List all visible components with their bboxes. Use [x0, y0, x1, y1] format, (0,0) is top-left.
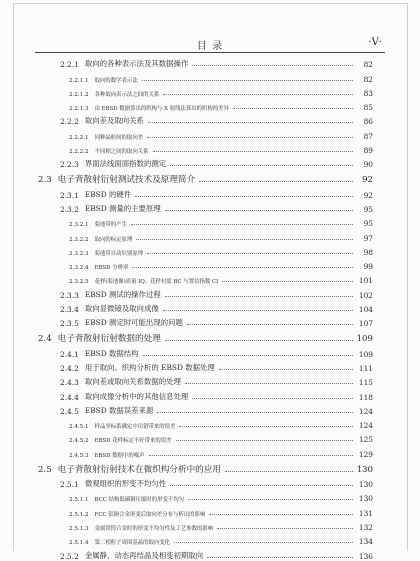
toc-entry[interactable]: [0, 214, 420, 228]
toc-entry-page: 89: [363, 146, 373, 156]
toc-entry-title: 电子背散射衍射技术在微织构分析中的应用: [57, 464, 221, 475]
toc-entry[interactable]: [0, 475, 420, 489]
toc-entry-number: 2.3.2: [60, 204, 79, 214]
toc-entry-title: FCC 铝铜合金形变后取向差分布与析出的影响: [94, 511, 206, 518]
toc-entry-number: 2.3.2.1: [69, 222, 89, 229]
dot-leader: [147, 137, 353, 138]
header-rule: [35, 52, 385, 53]
toc-entry-page: 85: [363, 103, 373, 113]
toc-entry-number: 2.2.3: [60, 160, 79, 170]
toc-entry[interactable]: [0, 314, 420, 328]
header-title: 目 录: [196, 41, 224, 52]
toc-entry[interactable]: [0, 257, 420, 271]
toc-entry-page: 104: [358, 305, 373, 315]
dot-leader: [131, 224, 353, 225]
toc-entry-number: 2.2.1: [60, 60, 79, 70]
toc-entry-page: 95: [363, 204, 373, 214]
toc-entry-page: 118: [358, 392, 373, 402]
toc-entry[interactable]: [0, 416, 420, 430]
toc-entry-title: EBSD 数据中的噪声: [94, 452, 145, 459]
toc-entry-page: 102: [358, 290, 373, 300]
toc-entry[interactable]: [0, 84, 420, 98]
toc-entry-title: EBSD 数据误差来源: [84, 405, 154, 415]
toc-entry-page: 115: [358, 378, 373, 388]
dot-leader: [165, 340, 353, 341]
toc-entry-number: 2.3.1: [60, 190, 79, 200]
toc-entry-title: EBSD 分辨率: [94, 265, 129, 272]
toc-entry-page: 99: [363, 262, 373, 272]
dot-leader: [217, 528, 353, 529]
toc-entry-number: 2.2.1.3: [69, 106, 89, 113]
toc-entry-page: 124: [358, 421, 373, 431]
toc-entry-number: 2.3.2.2: [69, 236, 89, 243]
toc-entry-number: 2.3.2.4: [69, 265, 89, 272]
toc-entry-title: 金属镁铸合金时的形变不均匀性及工艺参数的影响: [94, 525, 214, 532]
toc-entry-title: 各种取向表示法之间的关系: [94, 91, 160, 98]
toc-entry[interactable]: [0, 402, 420, 416]
toc-entry-title: 电子背散射衍射数据的处理: [57, 334, 161, 345]
toc-entry[interactable]: [0, 359, 420, 373]
dot-leader: [165, 210, 353, 211]
toc-entry-number: 2.5.1.1: [69, 497, 89, 504]
toc-entry-number: 2.2.2.2: [69, 149, 89, 156]
toc-entry-page: 125: [358, 435, 373, 445]
toc-entry-page: 132: [358, 522, 373, 532]
dot-leader: [209, 514, 353, 515]
toc-entry-page: 130: [356, 464, 373, 475]
toc-entry-page: 97: [363, 233, 373, 243]
toc-entry-number: 2.4.5.3: [69, 452, 89, 459]
toc-entry[interactable]: [0, 98, 420, 112]
dot-leader: [142, 80, 353, 81]
dot-leader: [222, 281, 353, 282]
toc-entry[interactable]: [0, 69, 420, 83]
toc-entry-title: 菊池带的产生: [94, 222, 127, 229]
toc-entry-number: 2.2.2.1: [69, 134, 89, 141]
dot-leader: [233, 108, 353, 109]
toc-entry-title: 不同相之间的取向关系: [94, 149, 149, 156]
toc-entry-title: 用于取向、织构分析的 EBSD 数据处理: [84, 362, 215, 372]
toc-entry-page: 92: [363, 190, 373, 200]
toc-entry-page: 82: [363, 60, 373, 70]
toc-entry[interactable]: [0, 387, 420, 401]
dot-leader: [176, 440, 353, 441]
toc-entry-page: 124: [358, 406, 373, 416]
toc-entry-number: 2.4.2: [60, 363, 79, 373]
dot-leader: [136, 239, 353, 240]
dot-leader: [170, 485, 353, 486]
dot-leader: [199, 181, 353, 182]
toc-entry-page: 130: [358, 494, 373, 504]
toc-entry[interactable]: [0, 141, 420, 155]
dot-leader: [147, 253, 353, 254]
toc-entry-number: 2.2.1.1: [69, 77, 89, 84]
toc-entry-title: 取向差或取向关系数据的处理: [84, 377, 181, 387]
toc-entry-title: 微观组织的形变不均匀性: [84, 479, 167, 489]
toc-entry-number: 2.4.3: [60, 378, 79, 388]
dot-leader: [179, 426, 353, 427]
toc-entry-page: 87: [363, 131, 373, 141]
toc-entry-title: EBSD 测量的主要原理: [84, 203, 161, 213]
toc-entry-title: 界面法线面面指数的测定: [84, 159, 167, 169]
toc-entry-title: EBSD 花样标定不好带来的误差: [94, 438, 172, 445]
toc-entry-number: 2.3.4: [60, 305, 79, 315]
toc-entry-number: 2.4: [38, 334, 52, 345]
dot-leader: [149, 455, 353, 456]
dot-leader: [192, 398, 353, 399]
toc-entry[interactable]: [0, 373, 420, 387]
toc-entry-page: 109: [356, 334, 373, 345]
toc-entry-page: 136: [358, 551, 373, 561]
toc-entry-title: 菊池带自动识别原理: [94, 250, 144, 257]
toc-entry-number: 2.3: [38, 175, 52, 186]
dot-leader: [207, 557, 353, 558]
dot-leader: [188, 499, 353, 500]
toc-entry-number: 2.5.2: [60, 551, 79, 561]
toc-entry-number: 2.5.1.2: [69, 511, 89, 518]
toc-entry-number: 2.4.4: [60, 392, 79, 402]
toc-entry-title: 取向差及取向关系: [84, 116, 144, 126]
toc-entry-title: EBSD 的硬件: [84, 189, 132, 199]
toc-entry-number: 2.3.3: [60, 290, 79, 300]
toc-entry-number: 2.4.5: [60, 406, 79, 416]
toc-entry[interactable]: [0, 169, 420, 185]
toc-entry-title: 取向的各种表示法及其数据操作: [84, 59, 189, 69]
toc-entry-title: 同种晶粒间的取向差: [94, 134, 144, 141]
toc-entry-title: 取向成像分析中的其他信息处理: [84, 391, 189, 401]
dot-leader: [165, 296, 353, 297]
toc-entry[interactable]: [0, 228, 420, 242]
toc-entry-title: 电子背散射衍射测试技术及原理简介: [57, 175, 196, 186]
toc-entry[interactable]: [0, 459, 420, 475]
dot-leader: [192, 65, 353, 66]
toc-entry[interactable]: [0, 185, 420, 199]
toc-entry-number: 2.5.1: [60, 480, 79, 490]
toc-entry[interactable]: [0, 489, 420, 503]
toc-entry-number: 2.4.5.2: [69, 438, 89, 445]
toc-entry-number: 2.3.2.3: [69, 250, 89, 257]
dot-leader: [153, 151, 354, 152]
toc-entry-page: 101: [358, 276, 373, 286]
dot-leader: [163, 310, 353, 311]
toc-entry[interactable]: [0, 532, 420, 546]
toc-entry[interactable]: [0, 344, 420, 358]
toc-entry[interactable]: [0, 126, 420, 140]
toc-entry-number: 2.2.1.2: [69, 91, 89, 98]
toc-entry[interactable]: [0, 285, 420, 299]
toc-entry-page: 107: [358, 319, 373, 329]
toc-entry-number: 2.5.1.4: [69, 540, 89, 547]
toc-entry-title: 样品坐标系确定中出错带来的误差: [94, 424, 176, 431]
toc-entry-page: 111: [358, 363, 373, 373]
toc-entry-title: 第二相粒子周围基晶的取向变化: [94, 540, 171, 547]
toc-entry-title: EBSD 测定时可能出现的问题: [84, 318, 183, 328]
toc-entry-title: EBSD 数据结构: [84, 348, 139, 358]
toc-entry-title: 取向的数学表示法: [94, 77, 138, 84]
dot-leader: [174, 542, 353, 543]
dot-leader: [135, 196, 353, 197]
toc-entry[interactable]: [0, 155, 420, 169]
toc-entry-page: 83: [363, 88, 373, 98]
toc-entry-page: 134: [358, 537, 373, 547]
dot-leader: [157, 412, 353, 413]
toc-entry[interactable]: [0, 243, 420, 257]
toc-entry[interactable]: [0, 271, 420, 285]
table-of-contents: [0, 55, 420, 561]
toc-entry[interactable]: [0, 444, 420, 458]
toc-entry-title: BCC 结构低碳钢压缩时的形变不均匀: [94, 497, 185, 504]
toc-entry-number: 2.3.2.5: [69, 279, 89, 286]
toc-entry[interactable]: [0, 430, 420, 444]
dot-leader: [187, 324, 353, 325]
toc-entry[interactable]: [0, 112, 420, 126]
toc-entry-page: 131: [358, 508, 373, 518]
toc-entry-page: 130: [358, 480, 373, 490]
toc-entry-title: EBSD 测试的操作过程: [84, 289, 161, 299]
toc-entry-page: 129: [358, 449, 373, 459]
toc-entry-title: 花样(菊池像)质量 IQ、花样衬度 BC 与置信指数 CI: [94, 279, 219, 286]
toc-entry-title: 由 EBSD 数据算出的织构与 X 射线法算出的织构的差异: [94, 106, 229, 113]
dot-leader: [219, 369, 353, 370]
toc-entry-number: 2.4.1: [60, 349, 79, 359]
toc-entry[interactable]: [0, 55, 420, 69]
toc-entry-page: 109: [358, 349, 373, 359]
toc-entry-page: 98: [363, 247, 373, 257]
dot-leader: [132, 267, 353, 268]
toc-entry-page: 92: [362, 175, 373, 186]
header-page-number: ·Ⅴ·: [368, 37, 382, 48]
toc-entry-title: 取向的标定原理: [94, 236, 133, 243]
toc-entry[interactable]: [0, 503, 420, 517]
toc-entry-page: 90: [363, 160, 373, 170]
dot-leader: [170, 165, 353, 166]
toc-entry[interactable]: [0, 518, 420, 532]
toc-entry-title: 取向显微镜及取向成像: [84, 304, 159, 314]
toc-entry-number: 2.4.5.1: [69, 424, 89, 431]
dot-leader: [148, 122, 353, 123]
toc-entry-number: 2.3.5: [60, 319, 79, 329]
toc-entry-page: 86: [363, 117, 373, 127]
toc-entry-number: 2.2.2: [60, 117, 79, 127]
toc-entry-number: 2.5.1.3: [69, 525, 89, 532]
dot-leader: [163, 94, 353, 95]
toc-entry[interactable]: [0, 546, 420, 560]
toc-entry[interactable]: [0, 328, 420, 344]
toc-entry-title: 金属静、动态再结晶及相变初期取向: [84, 550, 204, 560]
dot-leader: [225, 471, 353, 472]
dot-leader: [143, 355, 353, 356]
toc-entry[interactable]: [0, 200, 420, 214]
dot-leader: [185, 383, 353, 384]
toc-entry-page: 82: [363, 74, 373, 84]
toc-entry[interactable]: [0, 300, 420, 314]
toc-entry-number: 2.5: [38, 464, 52, 475]
toc-entry-page: 95: [363, 219, 373, 229]
